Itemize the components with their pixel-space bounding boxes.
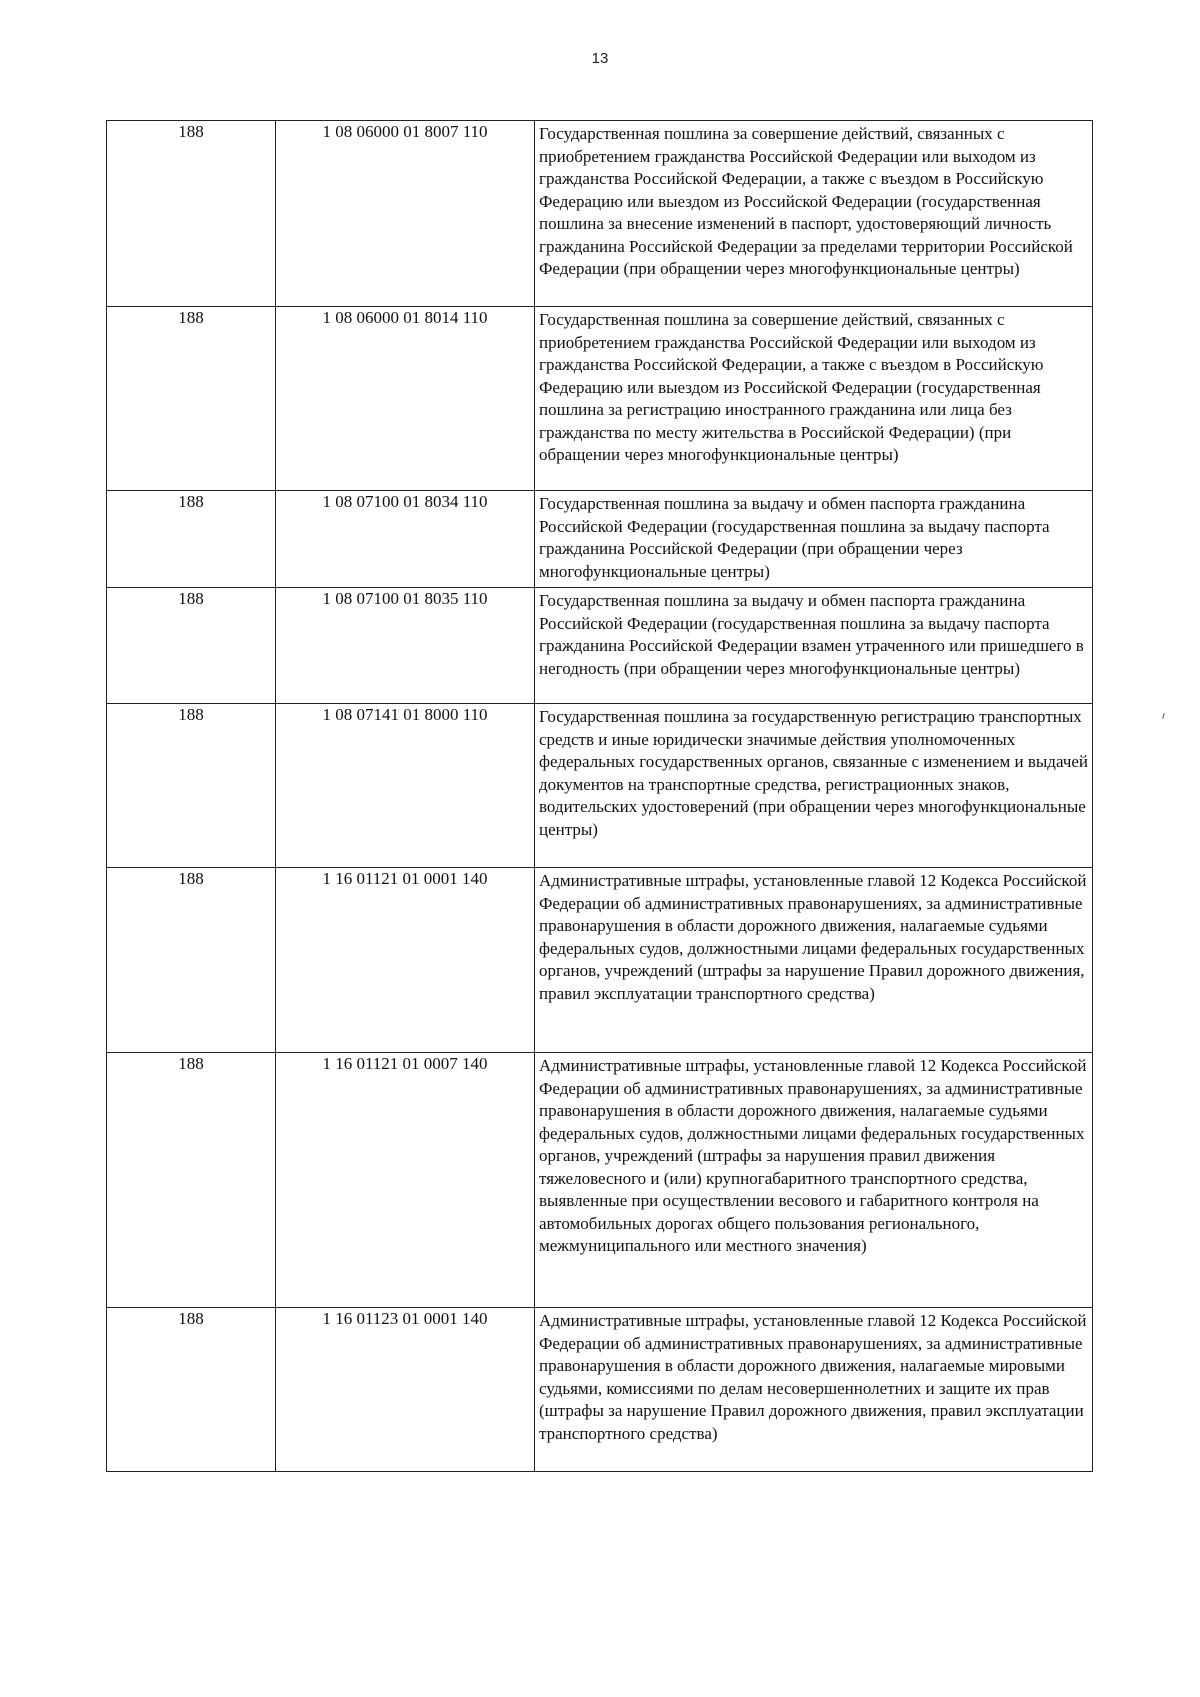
kbk-code-cell: 1 08 07141 01 8000 110 [276,704,535,868]
description-cell: Административные штрафы, установленные главой 12 Кодекса Российской Федерации об административных правонарушениях, за административные правонарушения в области дорожного движения, налагаемые судьями федеральных судов, должностными лицами федеральных государственных органов, учреждений (штрафы за нарушение Правил дорожного движения, правил эксплуатации транспортного средства) [535,868,1093,1053]
table-row [107,588,1093,704]
kbk-code-cell: 1 08 06000 01 8014 110 [276,307,535,491]
admin-code-cell: 188 [107,491,276,588]
admin-code-cell: 188 [107,307,276,491]
revenue-codes-table [106,120,1093,1472]
kbk-code-cell: 1 08 06000 01 8007 110 [276,121,535,307]
admin-code-cell: 188 [107,868,276,1053]
table-row [107,1053,1093,1308]
table-row [107,1308,1093,1472]
admin-code-cell: 188 [107,121,276,307]
description-cell: Государственная пошлина за совершение действий, связанных с приобретением гражданства Российской Федерации или выходом из гражданства Российской Федерации, а также с въездом в Российскую Федерацию или выездом из Российской Федерации (государственная пошлина за внесение изменений в паспорт, удостоверяющий личность гражданина Российской Федерации за пределами территории Российской Федерации (при обращении через многофункциональные центры) [535,121,1093,307]
kbk-code-cell: 1 16 01123 01 0001 140 [276,1308,535,1472]
table-row [107,868,1093,1053]
description-cell: Государственная пошлина за выдачу и обмен паспорта гражданина Российской Федерации (государственная пошлина за выдачу паспорта гражданина Российской Федерации (при обращении через многофункциональные центры) [535,491,1093,588]
admin-code-cell: 188 [107,1053,276,1308]
description-cell: Административные штрафы, установленные главой 12 Кодекса Российской Федерации об административных правонарушениях, за административные правонарушения в области дорожного движения, налагаемые судьями федеральных судов, должностными лицами федеральных государственных органов, учреждений (штрафы за нарушения правил движения тяжеловесного и (или) крупногабаритного транспортного средства, выявленные при осуществлении весового и габаритного контроля на автомобильных дорогах общего пользования регионального, межмуниципального или местного значения) [535,1053,1093,1308]
table-row [107,491,1093,588]
kbk-code-cell: 1 16 01121 01 0007 140 [276,1053,535,1308]
admin-code-cell: 188 [107,704,276,868]
description-cell: Государственная пошлина за совершение действий, связанных с приобретением гражданства Российской Федерации или выходом из гражданства Российской Федерации, а также с въездом в Российскую Федерацию или выездом из Российской Федерации (государственная пошлина за регистрацию иностранного гражданина или лица без гражданства по месту жительства в Российской Федерации) (при обращении через многофункциональные центры) [535,307,1093,491]
description-cell: Государственная пошлина за выдачу и обмен паспорта гражданина Российской Федерации (государственная пошлина за выдачу паспорта гражданина Российской Федерации взамен утраченного или пришедшего в негодность (при обращении через многофункциональные центры) [535,588,1093,704]
table-row [107,307,1093,491]
admin-code-cell: 188 [107,588,276,704]
table-row [107,121,1093,307]
kbk-code-cell: 1 08 07100 01 8034 110 [276,491,535,588]
description-cell: Государственная пошлина за государственную регистрацию транспортных средств и иные юридически значимые действия уполномоченных федеральных государственных органов, связанные с изменением и выдачей документов на транспортные средства, регистрационных знаков, водительских удостоверений (при обращении через многофункциональные центры) [535,704,1093,868]
admin-code-cell: 188 [107,1308,276,1472]
scan-mark [1162,713,1165,719]
page-number: 13 [591,50,609,67]
kbk-code-cell: 1 16 01121 01 0001 140 [276,868,535,1053]
kbk-code-cell: 1 08 07100 01 8035 110 [276,588,535,704]
table-row [107,704,1093,868]
description-cell: Административные штрафы, установленные главой 12 Кодекса Российской Федерации об административных правонарушениях, за административные правонарушения в области дорожного движения, налагаемые мировыми судьями, комиссиями по делам несовершеннолетних и защите их прав (штрафы за нарушение Правил дорожного движения, правил эксплуатации транспортного средства) [535,1308,1093,1472]
